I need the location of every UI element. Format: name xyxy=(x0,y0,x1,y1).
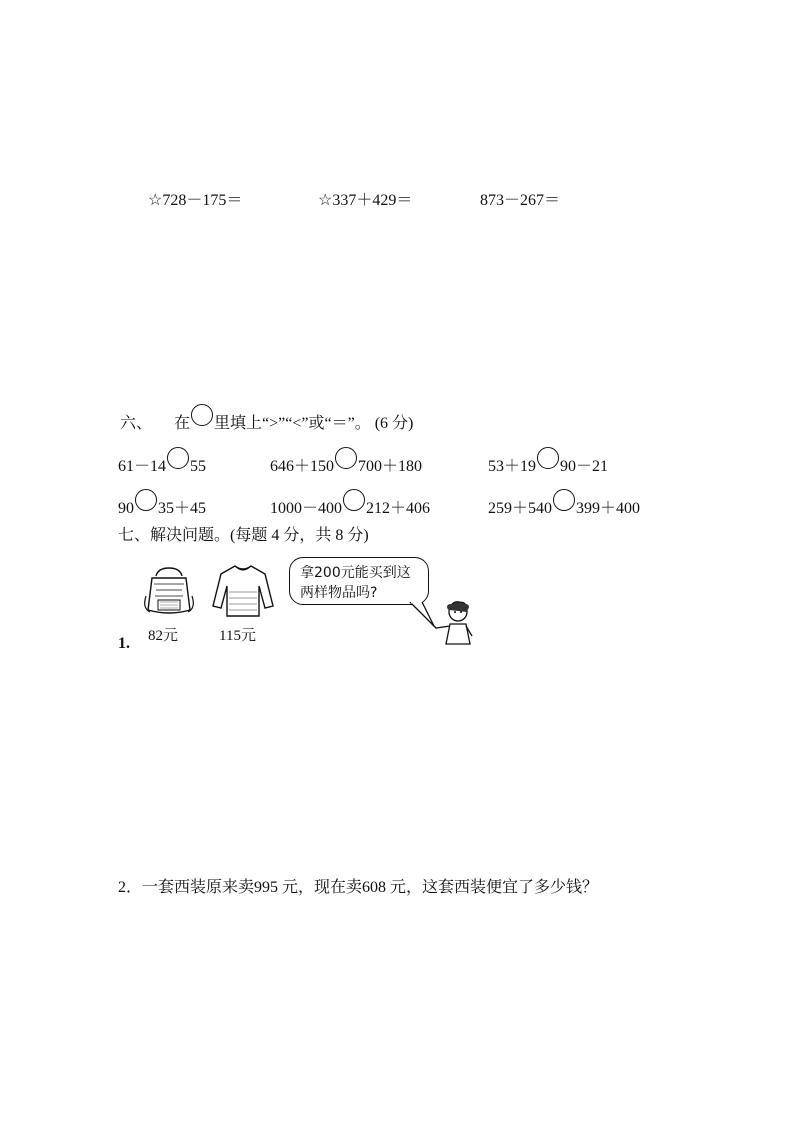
bag-price: 82元 xyxy=(148,628,179,644)
compare-right: 55 xyxy=(190,458,207,475)
speech-bubble xyxy=(289,557,429,605)
backpack-icon xyxy=(140,566,198,618)
compare-right: 90－21 xyxy=(560,458,609,475)
compare-left: 53＋19 xyxy=(488,458,537,475)
compare-circle-blank[interactable] xyxy=(335,447,357,469)
section-6-heading xyxy=(120,404,413,434)
compare-right: 212＋406 xyxy=(366,500,431,517)
compare-circle-blank[interactable] xyxy=(343,489,365,511)
bubble-line-2: 两样物品吗? xyxy=(300,585,378,601)
bubble-line-1: 拿200元能买到这 xyxy=(300,565,411,581)
compare-left: 259＋540 xyxy=(488,500,553,517)
section-7-heading: 七、解决问题。(每题 4 分，共 8 分) xyxy=(118,527,369,544)
blank-circle-icon xyxy=(191,404,213,426)
calc-question-1: ☆728－175＝ xyxy=(148,192,243,209)
compare-left: 90 xyxy=(118,500,134,517)
compare-right: 399＋400 xyxy=(576,500,641,517)
compare-item xyxy=(118,447,206,477)
section-6-text-before: 在 xyxy=(174,415,191,432)
compare-left: 61－14 xyxy=(118,458,167,475)
compare-circle-blank[interactable] xyxy=(553,489,575,511)
question-2-text: 2．一套西装原来卖995 元，现在卖608 元，这套西装便宜了多少钱？ xyxy=(118,879,599,896)
calc-question-2: ☆337＋429＝ xyxy=(318,192,413,209)
sweater-price: 115元 xyxy=(219,628,256,644)
sweater-icon xyxy=(211,562,275,620)
compare-item xyxy=(488,447,608,477)
girl-character-icon xyxy=(428,598,476,648)
compare-circle-blank[interactable] xyxy=(537,447,559,469)
compare-circle-blank[interactable] xyxy=(135,489,157,511)
compare-right: 35＋45 xyxy=(158,500,207,517)
calc-question-3: 873－267＝ xyxy=(480,192,561,209)
compare-item xyxy=(270,447,422,477)
compare-right: 700＋180 xyxy=(358,458,423,475)
section-6-text-after: 里填上“>”“<”或“＝”。 (6 分) xyxy=(214,415,414,432)
compare-item xyxy=(488,489,640,519)
compare-circle-blank[interactable] xyxy=(167,447,189,469)
compare-left: 646＋150 xyxy=(270,458,335,475)
section-6-number: 六、 xyxy=(120,415,153,432)
compare-left: 1000－400 xyxy=(270,500,343,517)
compare-item xyxy=(118,489,206,519)
compare-item xyxy=(270,489,430,519)
question-1-number: 1. xyxy=(118,635,130,652)
